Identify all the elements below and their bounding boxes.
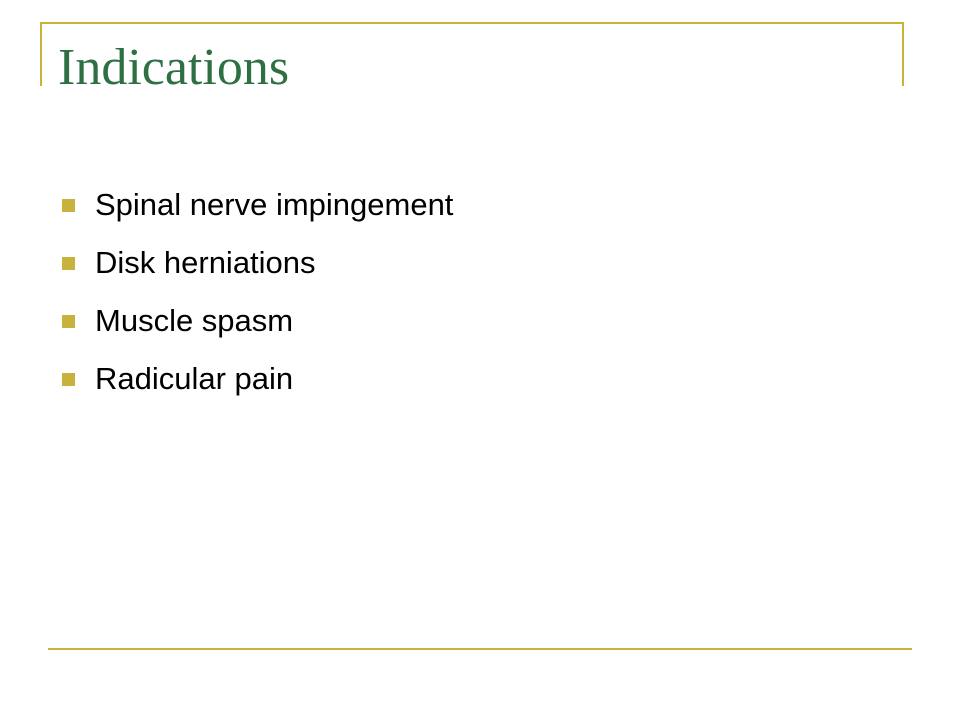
bullet-text: Radicular pain: [95, 361, 294, 396]
bullet-list: [62, 176, 453, 408]
square-bullet-icon: [62, 373, 75, 386]
square-bullet-icon: [62, 257, 75, 270]
list-item: [62, 350, 453, 408]
bottom-border-line: [48, 648, 912, 650]
square-bullet-icon: [62, 199, 75, 212]
left-border-line: [40, 22, 42, 86]
list-item: [62, 292, 453, 350]
right-border-line: [902, 22, 904, 86]
square-bullet-icon: [62, 315, 75, 328]
bullet-text: Disk herniations: [95, 245, 316, 280]
bullet-text: Spinal nerve impingement: [95, 187, 454, 222]
top-border-line: [40, 22, 904, 24]
list-item: [62, 234, 453, 292]
bullet-text: Muscle spasm: [95, 303, 294, 338]
list-item: [62, 176, 453, 234]
slide-title: Indications: [58, 39, 290, 96]
